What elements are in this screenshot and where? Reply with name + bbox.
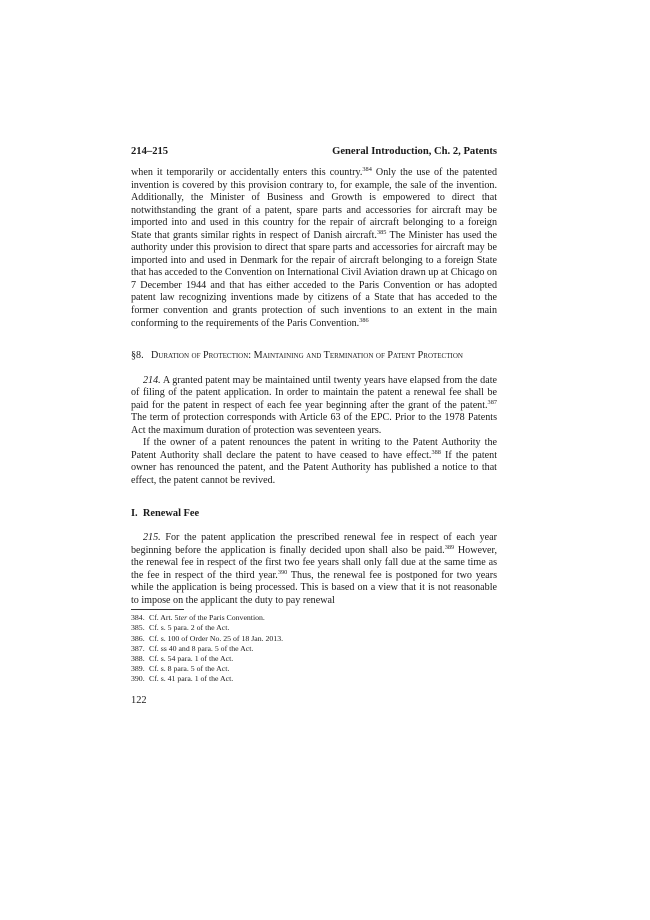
- paragraph-number: 214.: [143, 374, 161, 386]
- footnote-ref[interactable]: 385: [376, 228, 387, 236]
- footnote-ref[interactable]: 387: [487, 398, 497, 406]
- paragraph-215: 215. For the patent application the prescribed renewal fee in respect of each year beginning before the application is finally decided upon shall also be paid.$^{389}$ However, the renewal fee in respect of the first two fee years shall only fall due at the same time as the fee in respect of the third year.$^{390}$ Thus, the renewal fee is postponed for two years while the application is being processed. This is based on a view that it is not reasonable to impose on the applicant the duty to pay renewal: [131, 532, 497, 606]
- section-number: §8.: [131, 350, 144, 362]
- footnote-ref[interactable]: 388: [431, 448, 441, 456]
- footnote: 390. Cf. s. 41 para. 1 of the Act.: [131, 673, 234, 683]
- footnote: 388. Cf. s. 54 para. 1 of the Act.: [131, 653, 234, 663]
- footnote-ref[interactable]: 390: [277, 568, 288, 576]
- footnote: 389. Cf. s. 8 para. 5 of the Act.: [131, 663, 230, 673]
- footnote-divider: [131, 609, 184, 610]
- page-number: 122: [131, 695, 147, 707]
- footnote-ref[interactable]: 389: [444, 543, 455, 551]
- footnote-ref[interactable]: 384: [362, 166, 372, 173]
- footnote: 387. Cf. ss 40 and 8 para. 5 of the Act.: [131, 643, 254, 653]
- footnotes: [131, 613, 497, 684]
- subsection-heading: [131, 508, 497, 521]
- footnote: 385. Cf. s. 5 para. 2 of the Act.: [131, 623, 230, 633]
- running-head: [131, 145, 497, 158]
- chapter-title: General Introduction, Ch. 2, Patents: [332, 146, 497, 157]
- intro-paragraph: when it temporarily or accidentally enters this country.$^{384}$ Only the use of the patented invention is covered by this provision contrary to, for example, the sale of the invention. Additionally, the Minister of Business and Growth is empowered to direct that notwithstanding the grant of a patent, spare parts and accessories for aircraft may be imported into and used in this country for the repair of aircraft belonging to a foreign State that grants similar rights in respect of Danish aircraft.$^{385}$ The Minister has used the authority under this provision to direct that spare parts and accessories for aircraft may be imported into and used in Denmark for the repair of aircraft belonging to a foreign State that has acceded to the Convention on International Civil Aviation drawn up at Chicago on 7 December 1944 and that has either acceded to the Paris Convention or has adopted patent law recognizing inventions made by citizens of a State that has acceded to the former convention and grants protection of such inventions to an extent in the main conforming to the requirements of the Paris Convention.$^{386}$: [131, 166, 498, 329]
- paragraph-214: 214. A granted patent may be maintained until twenty years have elapsed from the date of filing of the patent application. In order to maintain the patent a renewal fee shall be paid for the patent in respect of each fee year beginning after the grant of the patent.$^{387}$ The term of protection corresponds with Article 63 of the EPC. Prior to the 1978 Patents Act the maximum duration of protection was seventeen years.: [131, 374, 497, 436]
- book-page: [131, 145, 497, 708]
- paragraph-range: 214–215: [131, 146, 169, 157]
- section-title: Duration of Protection: Maintaining and Termination of Patent Protection: [151, 350, 463, 362]
- footnote: 386. Cf. s. 100 of Order No. 25 of 18 Jan. 2013.: [131, 633, 284, 643]
- paragraph-number: 215.: [143, 532, 161, 544]
- section-heading: [131, 350, 497, 363]
- footnote-ref[interactable]: 386: [359, 316, 369, 324]
- subsection-label: I.: [131, 507, 138, 519]
- paragraph-214-continued: If the owner of a patent renounces the patent in writing to the Patent Authority the Patent Authority shall declare the patent to have ceased to have effect.$^{388}$ If the patent owner has renounced the patent, and the Patent Authority has published a notice to that effect, the patent cannot be revived.: [131, 437, 498, 486]
- subsection-title: Renewal Fee: [142, 507, 200, 519]
- footnote: 384. Cf. Art. 5ter of the Paris Convention.: [131, 613, 265, 623]
